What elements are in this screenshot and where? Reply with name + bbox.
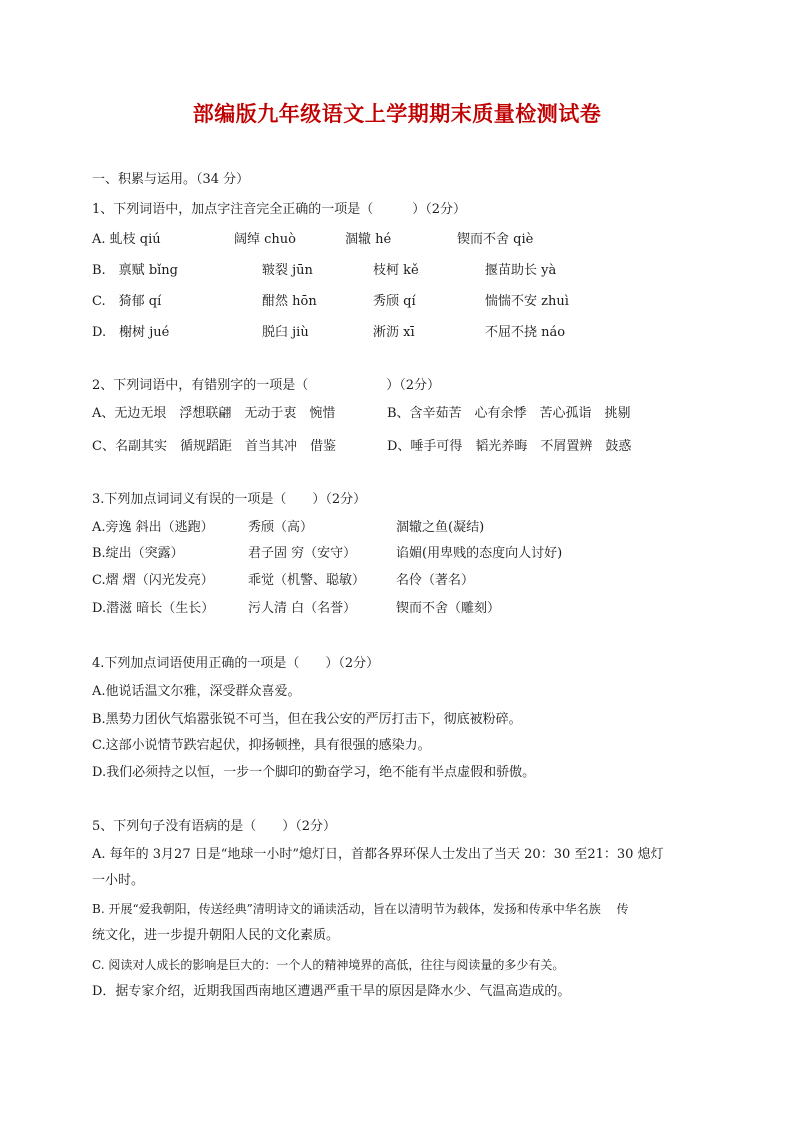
q1-option-a-4: 锲而不舍 qiè [457, 232, 534, 247]
q2-option-c: C、名副其实 循规蹈距 首当其冲 借鉴 [92, 439, 336, 454]
q5-option-b-line-1: B. 开展“爱我朝阳，传送经典”清明诗文的诵读活动，旨在以清明节为载体，发扬和传承中华名族 传 [92, 902, 629, 916]
q2-option-a: A、无边无垠 浮想联翩 无动于衷 惋惜 [92, 406, 336, 421]
question-5-stem: 5、下列句子没有语病的是（ ）（2分） [92, 819, 337, 834]
question-2-stem: 2、下列词语中，有错别字的一项是（ ）（2分） [92, 378, 441, 393]
q1-option-b-4: 揠苗助长 yà [485, 263, 557, 278]
q3-option-a-1: A.旁逸 斜出（逃跑） [92, 520, 214, 535]
q4-option-c: C.这部小说情节跌宕起伏，抑扬顿挫，具有很强的感染力。 [92, 738, 431, 753]
question-4-stem: 4.下列加点词语使用正确的一项是（ ）（2分） [92, 656, 380, 671]
q1-option-b-3: 枝柯 kě [373, 263, 419, 278]
q3-option-b-3: 谄媚(用卑贱的态度向人讨好) [396, 546, 563, 561]
q3-option-a-3: 涸辙之鱼(凝结) [396, 520, 485, 535]
question-1-stem: 1、下列词语中，加点字注音完全正确的一项是（ ）（2分） [92, 202, 467, 217]
q1-option-c-4: 惴惴不安 zhuì [485, 294, 569, 309]
q3-option-c-3: 名伶（著名） [396, 573, 475, 588]
q1-option-b-2: 皲裂 jūn [262, 263, 313, 278]
q2-option-b: B、含辛茹苦 心有余悸 苦心孤诣 挑剔 [387, 406, 631, 421]
q3-option-c-2: 乖觉（机警、聪敏） [248, 573, 366, 588]
q2-option-d: D、唾手可得 韬光养晦 不屑置辨 鼓惑 [387, 439, 632, 454]
q1-option-d-2: 脱臼 jiù [262, 325, 309, 340]
q3-option-d-3: 锲而不舍（雕刻） [396, 601, 501, 616]
q3-option-b-2: 君子固 穷（安守） [248, 546, 357, 561]
q3-option-c-1: C.熠 熠（闪光发亮） [92, 573, 214, 588]
q4-option-a: A.他说话温文尔雅，深受群众喜爱。 [92, 684, 301, 699]
q1-option-a-2: 阔绰 chuò [234, 232, 296, 247]
q1-option-c-3: 秀颀 qí [373, 294, 416, 309]
q3-option-a-2: 秀颀（高） [248, 520, 314, 535]
q5-option-d: D．据专家介绍，近期我国西南地区遭遇严重干旱的原因是降水少、气温高造成的。 [92, 984, 571, 999]
page-title: 部编版九年级语文上学期期末质量检测试卷 [192, 102, 602, 126]
q1-option-a-1: A. 虬枝 qiú [92, 232, 161, 247]
q4-option-b: B.黑势力团伙气焰嚣张锐不可当，但在我公安的严厉打击下，彻底被粉碎。 [92, 712, 522, 727]
q1-option-d-1: D. 榭树 jué [92, 325, 170, 340]
question-3-stem: 3.下列加点词词义有误的一项是（ ）（2分） [92, 492, 367, 507]
q1-option-a-3: 涸辙 hé [345, 232, 392, 247]
q1-option-d-3: 淅沥 xī [373, 325, 415, 340]
q3-option-d-2: 污人清 白（名誉） [248, 601, 357, 616]
section-heading: 一、积累与运用。（34 分） [92, 172, 250, 187]
q5-option-c: C. 阅读对人成长的影响是巨大的：一个人的精神境界的高低，往往与阅读量的多少有关。 [92, 958, 565, 972]
q3-option-b-1: B.绽出（突露） [92, 546, 184, 561]
q5-option-b-line-2: 统文化，进一步提升朝阳人民的文化素质。 [92, 928, 340, 943]
q1-option-c-2: 酣然 hōn [262, 294, 317, 309]
q5-option-a-line-2: 一小时。 [92, 873, 145, 888]
q1-option-b-1: B. 禀赋 bǐng [92, 263, 178, 278]
q3-option-d-1: D.潜滋 暗长（生长） [92, 601, 215, 616]
q4-option-d: D.我们必须持之以恒，一步一个脚印的勤奋学习，绝不能有半点虚假和骄傲。 [92, 765, 536, 780]
q5-option-a-line-1: A. 每年的 3月27 日是“地球一小时”熄灯日，首都各界环保人士发出了当天 20：30 至21：30 熄灯 [92, 847, 664, 862]
q1-option-c-1: C. 猗郁 qí [92, 294, 162, 309]
q1-option-d-4: 不屈不挠 náo [485, 325, 566, 340]
